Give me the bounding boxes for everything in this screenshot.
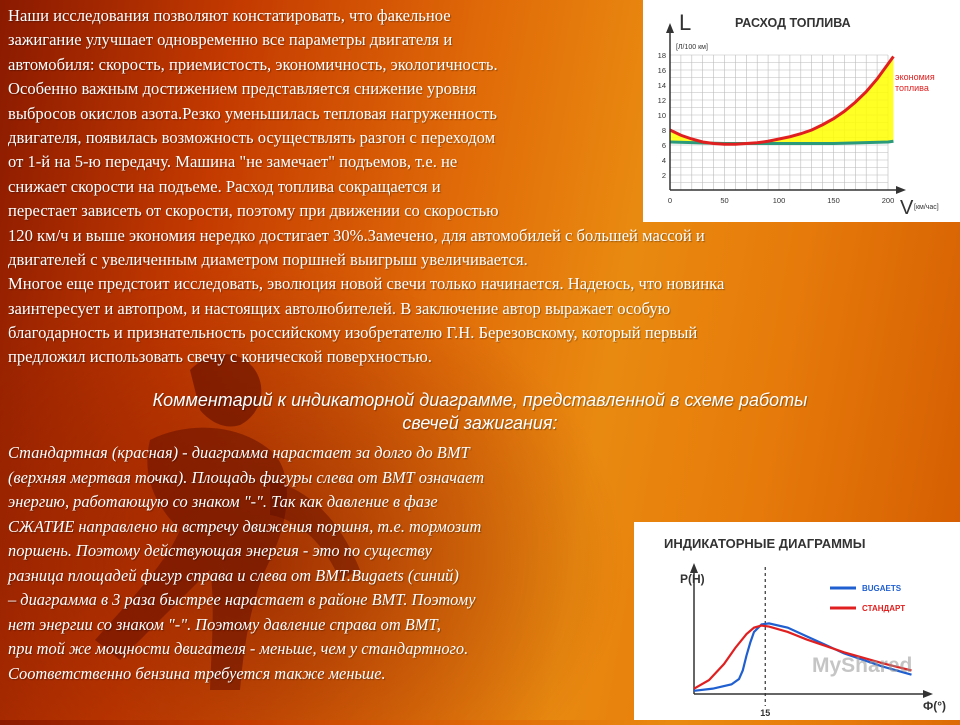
x-tick-label: 0 xyxy=(667,196,673,205)
x-axis-arrow xyxy=(923,690,933,698)
y-tick-label: 2 xyxy=(661,171,666,180)
y-tick-label: 12 xyxy=(657,96,666,105)
main-text-line: зажигание улучшает одновременно все параметры двигателя и xyxy=(8,30,453,50)
comment-paragraph xyxy=(8,441,484,686)
main-text-line: Многое еще предстоит исследовать, эволюция новой свечи только начинается. Надеюсь, что новинка xyxy=(8,274,725,294)
comment-text-line: нет энергии со знаком "-". Поэтому давление справа от ВМТ, xyxy=(8,614,441,634)
comment-text-line: Стандартная (красная) - диаграмма нарастает за долго до ВМТ xyxy=(8,443,470,462)
x-axis-label: Ф(°) xyxy=(923,699,947,713)
y-tick-label: 16 xyxy=(657,66,666,75)
comment-text-line: разница площадей фигур справа и слева от ВМТ.Bugaets (синий) xyxy=(8,565,459,585)
main-text-line: автомобиля: скорость, приемистость, экономичность, экологичность. xyxy=(8,54,498,74)
x-tick-label: 100 xyxy=(772,196,786,205)
main-text-line: предложил использовать свечу с конической поверхностью. xyxy=(8,347,432,367)
comment-text-line: энергию, работающую со знаком "-". Так как давление в фазе xyxy=(8,492,438,511)
watermark-text: MyShared xyxy=(812,654,913,677)
y-tick-label: 18 xyxy=(657,51,666,60)
y-tick-label: 10 xyxy=(657,111,666,120)
comment-text-line: (верхняя мертвая точка). Площадь фигуры слева от ВМТ означает xyxy=(8,467,485,487)
fuel-consumption-chart-panel xyxy=(643,0,960,222)
y-tick-label: 14 xyxy=(657,81,666,90)
main-paragraph xyxy=(8,4,724,370)
x-tick-label: 200 xyxy=(881,196,895,205)
main-text-line: 120 км/ч и выше экономия нередко достигает 30%.Замечено, для автомобилей с большей массой и xyxy=(8,225,705,245)
y-axis-arrow xyxy=(666,23,674,33)
annotation-line-2: топлива xyxy=(895,83,929,93)
indicator-diagram-chart xyxy=(634,522,960,720)
y-axis-label: L xyxy=(679,10,692,35)
y-tick-label: 4 xyxy=(661,156,666,165)
legend-label: BUGAETS xyxy=(862,584,902,593)
main-text-line: двигателей с увеличенным диаметром поршней выигрыш увеличивается. xyxy=(8,249,528,269)
main-text-line: заинтересует и автопром, и настоящих автолюбителей. В заключение автор выражает особую xyxy=(8,298,671,318)
fuel-savings-area xyxy=(670,57,893,145)
x-axis-label: V xyxy=(900,197,914,219)
main-text-line: Наши исследования позволяют констатировать, что факельное xyxy=(8,6,451,25)
x-axis-arrow xyxy=(896,186,906,194)
comment-text-line: при той же мощности двигателя - меньше, чем у стандартного. xyxy=(8,639,469,658)
main-text-line: перестает зависеть от скорости, поэтому при движении со скоростью xyxy=(8,201,499,221)
comment-text-line: СЖАТИЕ направлено на встречу движения поршня, т.е. тормозит xyxy=(8,516,482,536)
y-tick-label: 8 xyxy=(661,126,666,135)
main-text-line: снижает скорости на подъеме. Расход топлива сокращается и xyxy=(8,176,441,196)
chart-title: РАСХОД ТОПЛИВА xyxy=(735,16,851,30)
main-text-line: двигателя, появилась возможность осуществлять разгон с переходом xyxy=(8,127,496,147)
main-text-line: от 1-й на 5-ю передачу. Машина "не замечает" подъемов, т.е. не xyxy=(8,152,458,172)
comment-heading-line-1: Комментарий к индикаторной диаграмме, представленной в схеме работы xyxy=(152,390,808,410)
y-axis-unit: [Л/100 км] xyxy=(676,44,708,51)
comment-text-line: Соответственно бензина требуется также меньше. xyxy=(8,663,386,683)
y-axis-label: P(H) xyxy=(680,572,705,586)
comment-text-line: поршень. Поэтому действующая энергия - это по существу xyxy=(8,541,432,560)
chart-title: ИНДИКАТОРНЫЕ ДИАГРАММЫ xyxy=(664,536,866,551)
main-text-line: благодарность и признательность российскому изобретателю Г.Н. Березовскому, который первый xyxy=(8,323,698,343)
x-tick-label: 50 xyxy=(720,196,729,205)
x-axis-unit: [км/час] xyxy=(914,204,939,211)
x-tick-label: 150 xyxy=(827,196,840,205)
main-text-line: выбросов окислов азота.Резко уменьшилась тепловая нагруженность xyxy=(8,103,497,123)
main-text-line: Особенно важным достижением представляется снижение уровня xyxy=(8,79,477,99)
annotation-line-1: экономия xyxy=(895,72,935,82)
comment-heading xyxy=(0,389,960,435)
comment-heading-line-2: свечей зажигания: xyxy=(402,413,558,433)
indicator-diagram-chart-panel xyxy=(634,522,960,720)
legend-label: СТАНДАРТ xyxy=(862,604,906,613)
fuel-consumption-chart xyxy=(643,0,960,222)
y-tick-label: 6 xyxy=(661,141,666,150)
tdc-label: 15 xyxy=(760,708,771,718)
comment-text-line: – диаграмма в 3 раза быстрее нарастает в районе ВМТ. Поэтому xyxy=(8,590,476,609)
